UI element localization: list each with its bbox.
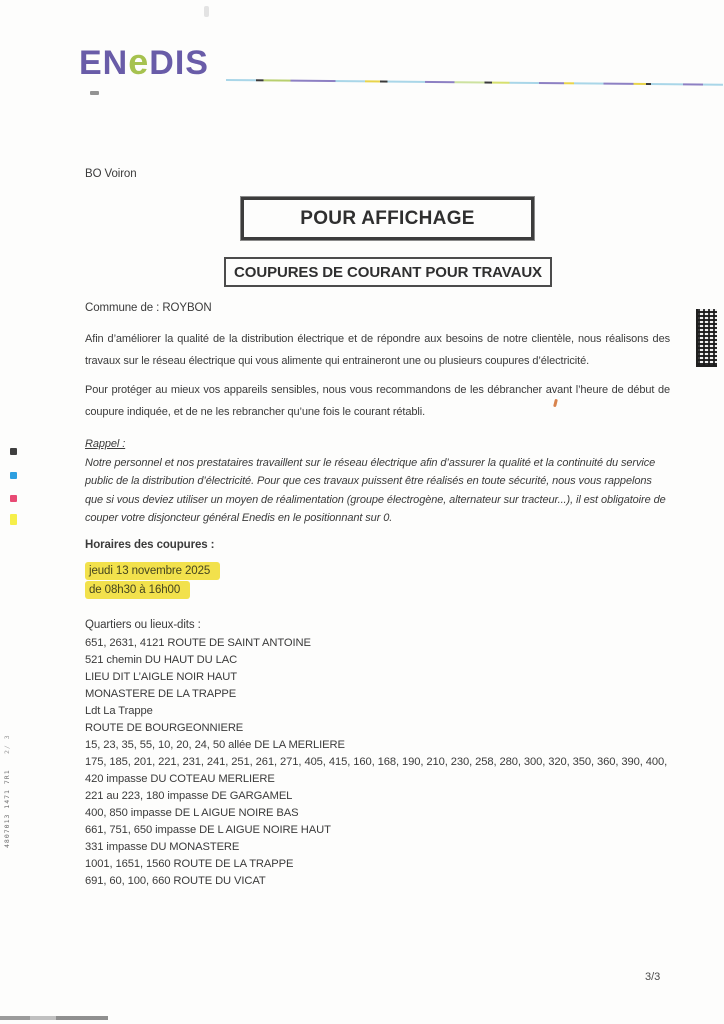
rappel-section	[85, 435, 670, 528]
list-item: Ldt La Trappe	[85, 704, 153, 717]
list-item: 175, 185, 201, 221, 231, 241, 251, 261, 271, 405, 415, 160, 168, 190, 210, 230, 258, 280, 300, 320, 350, 360, 390, 400, 420 impasse DU COTEAU MERLIERE	[85, 755, 668, 785]
list-item: 221 au 223, 180 impasse DE GARGAMEL	[85, 789, 293, 802]
scan-faint-mark	[204, 6, 209, 17]
list-item: 331 impasse DU MONASTERE	[85, 840, 240, 853]
outage-date-line	[85, 562, 670, 580]
list-item: 691, 60, 100, 660 ROUTE DU VICAT	[85, 874, 266, 887]
enedis-logo-segment-mid: e	[128, 41, 150, 82]
affichage-banner: POUR AFFICHAGE	[241, 197, 534, 240]
registration-mark-magenta	[10, 495, 17, 502]
registration-mark-yellow	[10, 514, 17, 525]
enedis-logo-segment-right: DIS	[149, 44, 209, 82]
list-item: 15, 23, 35, 55, 10, 20, 24, 50 allée DE LA MERLIERE	[85, 738, 345, 751]
paragraph-intro: Afin d’améliorer la qualité de la distribution électrique et de répondre aux besoins de notre clientèle, nous réalisons des travaux sur le réseau électrique qui vous alimente qui entraineront une ou plusieurs coupures d’électricité.	[85, 333, 670, 367]
paragraph-conseil: Pour protéger au mieux vos appareils sensibles, nous vous recommandons de les débrancher avant l’heure de début de coupure indiquée, et de ne les rebrancher qu’une fois le courant rétabli.	[85, 384, 670, 418]
datamatrix-barcode-icon	[696, 309, 717, 367]
outage-date-highlight: jeudi 13 novembre 2025	[85, 562, 220, 580]
margin-print-code-text: 4807013 1471 7R1	[3, 769, 11, 848]
enedis-logo	[79, 41, 209, 82]
list-item: 661, 751, 650 impasse DE L AIGUE NOIRE HAUT	[85, 823, 331, 836]
margin-print-code	[3, 698, 11, 848]
rappel-text: Notre personnel et nos prestataires travaillent sur le réseau électrique afin d’assurer la qualité et la continuité du service public de la distribution d’électricité. Pour que ces travaux puissent être réalisés en toute sécurité, nous vous rappelons que si vous deviez utiliser un moyen de réalimentation (groupe électrogène, alternateur sur tracteur...), il est obligatoire de couper votre disjoncteur général Enedis en le positionnant sur 0.	[85, 456, 666, 524]
outage-time-highlight: de 08h30 à 16h00	[85, 581, 190, 599]
scan-smudge-mark	[90, 91, 99, 95]
list-item: MONASTERE DE LA TRAPPE	[85, 687, 237, 700]
outage-time-line	[85, 581, 670, 599]
registration-mark-cyan	[10, 472, 17, 479]
page-number: 3/3	[645, 971, 661, 983]
coupures-banner: COUPURES DE COURANT POUR TRAVAUX	[224, 257, 552, 287]
letter-body	[85, 168, 670, 890]
list-item: 400, 850 impasse DE L AIGUE NOIRE BAS	[85, 806, 299, 819]
list-item: 651, 2631, 4121 ROUTE DE SAINT ANTOINE	[85, 636, 311, 649]
horaires-label: Horaires des coupures :	[85, 538, 215, 551]
list-item: ROUTE DE BOURGEONNIERE	[85, 721, 244, 734]
office-label: BO Voiron	[85, 168, 137, 180]
registration-mark-black	[10, 448, 17, 455]
bottom-scan-artifact	[0, 1016, 108, 1020]
list-item: LIEU DIT L’AIGLE NOIR HAUT	[85, 670, 237, 683]
enedis-logo-segment-left: EN	[79, 44, 129, 82]
header-multicolor-rule	[226, 79, 723, 86]
quartiers-list	[85, 635, 670, 890]
quartiers-label: Quartiers ou lieux-dits :	[85, 618, 201, 631]
rappel-label: Rappel :	[85, 438, 126, 450]
list-item: 1001, 1651, 1560 ROUTE DE LA TRAPPE	[85, 857, 294, 870]
margin-print-code-sub: 2/ 3	[3, 734, 11, 755]
list-item: 521 chemin DU HAUT DU LAC	[85, 653, 238, 666]
commune-line: Commune de : ROYBON	[85, 302, 212, 314]
